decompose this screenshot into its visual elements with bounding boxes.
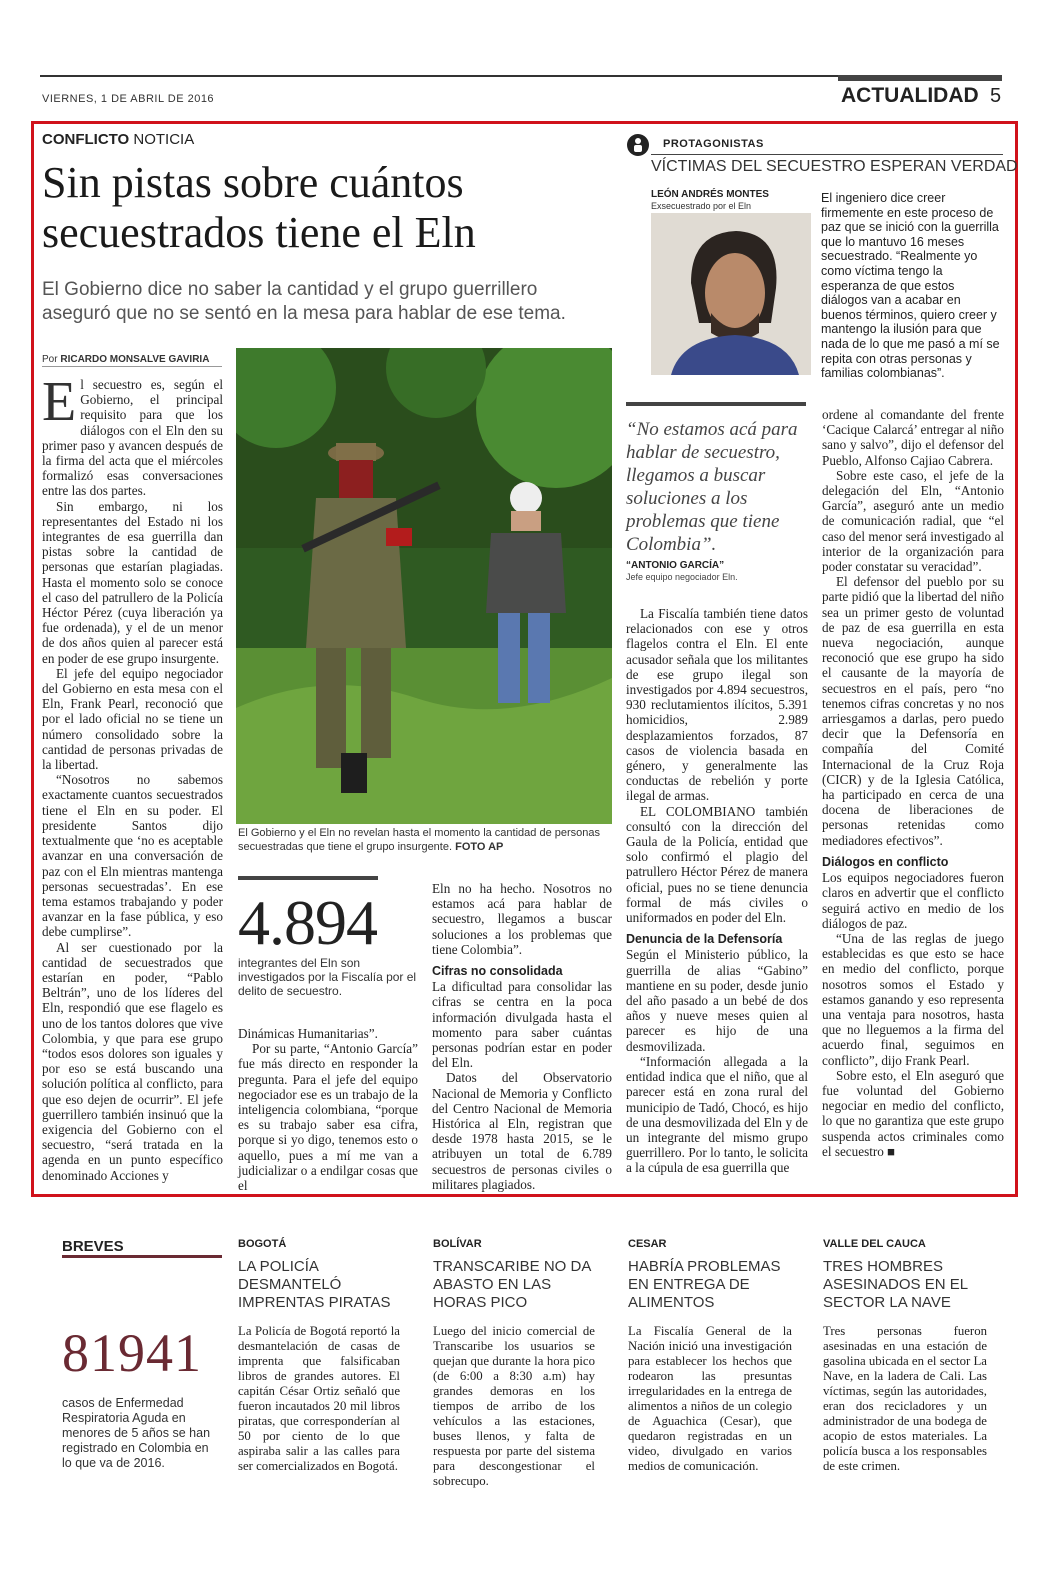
brief-item: [823, 1238, 987, 1474]
article-column-5: [822, 407, 1004, 1159]
brief-region: CESAR: [628, 1238, 667, 1250]
col2-paragraph: Por su parte, “Antonio García” fue más directo en responder la pregunta. Para el jefe del equipo negociador ese es un trabajo de la inteligencia colombiana, “porque es su trabajo saber esa cifra, porque si yo digo, tenemos esto o aquello, pues a mí me van a judicializar o a endilgar cosas que el: [238, 1041, 418, 1194]
jungle-scene-illustration: [236, 348, 612, 824]
quote-rule: [626, 402, 806, 406]
col5-paragraph: “Una de las reglas de juego establecidas es que esto se hace en medio del conflicto, porque nosotros somos el Estado y estamos ganando y eso representa una ventaja para nosotros, hasta que no lleguemos a la firma del acuerdo final, seguimos en conflicto”, dijo Frank Pearl.: [822, 930, 1004, 1068]
col2-paragraph: Dinámicas Humanitarias”.: [238, 1026, 378, 1041]
dropcap: E: [42, 371, 77, 433]
brief-text: Tres personas fueron asesinadas en una estación de gasolina ubicada en el sector La Nave, en la ladera de Cali. Las víctimas, según las autoridades, eran dos recicladores y un administrador de una bodega de acopio de estos materiales. La policía busca a los responsables de este crimen.: [823, 1324, 987, 1473]
breves-rule: [62, 1255, 222, 1258]
article-column-4: [626, 606, 808, 1176]
section-bar: [838, 75, 1002, 81]
stat-text: integrantes del Eln son investigados por la Fiscalía por el delito de secuestro.: [238, 956, 417, 998]
brief-title: TRES HOMBRES ASESINADOS EN EL SECTOR LA NAVE: [823, 1258, 968, 1311]
article-headline: Sin pistas sobre cuántos secuestrados tiene el Eln: [42, 158, 476, 257]
byline-name: RICARDO MONSALVE GAVIRIA: [60, 354, 210, 365]
byline-rule: [42, 366, 222, 367]
col1-paragraph: Sin embargo, ni los representantes del Estado ni los integrantes de esa guerrilla dan pistas sobre la cantidad de personas que estarían plagiadas. Hasta el momento solo se conoce el caso del patrullero de la Policía Héctor Pérez (cuya liberación ya fue ordenada), y el de un menor de dos años quien al parecer está en poder de ese grupo insurgente.: [42, 498, 223, 666]
brief-region: BOGOTÁ: [238, 1238, 287, 1250]
article-byline: [42, 354, 209, 365]
col4-paragraph: “Información allegada a la entidad indica que el niño, que al parecer está en zona rural del municipio de Tadó, Chocó, es hijo de una desmovilizada del Eln y de un integrante del mismo grupo guerrillero. Por lo tanto, le solicita a la cúpula de esa guerrilla que: [626, 1053, 808, 1176]
brief-region: VALLE DEL CAUCA: [823, 1238, 926, 1250]
portrait-illustration: [651, 213, 811, 375]
brief-title: TRANSCARIBE NO DA ABASTO EN LAS HORAS PICO: [433, 1258, 591, 1311]
col3-paragraph: Datos del Observatorio Nacional de Memoria y Conflicto del Centro Nacional de Memoria Histórica al Eln, registran que desde 1978 hasta 2015, se le atribuyen un total de 6.789 secuestros de personas civiles o militares plagiados.: [432, 1070, 612, 1192]
brief-item: [628, 1238, 792, 1474]
section-name: ACTUALIDAD: [841, 84, 979, 107]
quote-role: Jefe equipo negociador Eln.: [626, 572, 738, 582]
brief-title: HABRÍA PROBLEMAS EN ENTREGA DE ALIMENTOS: [628, 1258, 781, 1311]
col5-paragraph: Sobre esto, el Eln aseguró que fue voluntad del Gobierno negociar en medio del conflicto, lo que no garantiza que este grupo suspenda actos criminales como el secuestro ■: [822, 1067, 1004, 1159]
quote-author: “ANTONIO GARCÍA”: [626, 560, 725, 571]
breves-number: 81941: [62, 1323, 202, 1383]
byline-prefix: Por: [42, 354, 58, 365]
article-deck: El Gobierno dice no saber la cantidad y el grupo guerrillero aseguró que no se sentó en la mesa para hablar de ese tema.: [42, 279, 566, 324]
protagonist-photo: [651, 213, 811, 375]
brief-title: LA POLICÍA DESMANTELÓ IMPRENTAS PIRATAS: [238, 1258, 391, 1311]
brief-item: [238, 1238, 400, 1474]
col3-paragraph: La dificultad para consolidar las cifras se centra en la poca información divulgada hasta el momento para saber cuántas personas podrían estar en poder del Eln.: [432, 979, 612, 1071]
col1-paragraph: Al ser cuestionado por la cantidad de secuestrados que estarían en poder, “Pablo Beltrán”, uno de los líderes del Eln, respondió que ese flagelo es uno de los tantos dolores que vive Colombia, y que para ese grupo “todos esos dolores son iguales y por eso se está buscando una solución política al conflicto, para que eso dejen de ocurrir”. El jefe guerrillero también insinuó que la exigencia del Gobierno con el secuestro, “será tratada en la agenda en un punto específico denominado Acciones y: [42, 939, 223, 1183]
person-icon: [627, 134, 649, 156]
protagonist-role: Exsecuestrado por el Eln: [651, 201, 752, 211]
kicker-bold: CONFLICTO: [42, 131, 130, 148]
protagonist-name: LEÓN ANDRÉS MONTES: [651, 189, 769, 200]
main-photo: [236, 348, 612, 824]
col4-paragraph: La Fiscalía también tiene datos relacionados con ese y otros flagelos contra el Eln. El ente acusador señala que los militantes de ese grupo ilegal son investigados por 4.894 secuestros, 930 reclutamientos ilícitos, 5.391 homicidios, 2.989 desplazamientos forzados, 87 casos de violencia basada en género, y generalmente las conductas de rebelión y porte ilegal de armas.: [626, 606, 808, 804]
photo-credit: FOTO AP: [455, 841, 504, 853]
col5-paragraph: El defensor del pueblo por su parte pidió que la libertad del niño sea un primer gesto de voluntad de paz de esa guerrilla en esta nueva negociación, aunque reconoció que ese grupo ha sido el causante de la mayoría de secuestros en el país, pero “no tenemos cifras concretas y no nos arriesgamos a darlas, pero puedo decir que la Defensoría en compañía del Comité Internacional de la Cruz Roja (CICR) y de la Iglesia Católica, ha participado en cerca de una docena de liberaciones de personas retenidas como mediadores efectivos”.: [822, 574, 1004, 848]
brief-text: Luego del inicio comercial de Transcaribe los usuarios se quejan que durante la hora pico (de 6:00 a 8:30 a.m) hay grandes demoras en los tiempos de arribo de los vehículos a las estaciones, buses llenos, y falta de respuesta por parte del sistema para descongestionar el sobrecupo.: [433, 1324, 595, 1488]
col5-subhead: Diálogos en conflicto: [822, 854, 949, 869]
article-column-3: [432, 881, 612, 1192]
page-number: 5: [990, 85, 1002, 107]
pull-quote: “No estamos acá para hablar de secuestro, llegamos a buscar soluciones a los problemas que tiene Colombia”.: [626, 419, 798, 555]
col5-paragraph: ordene al comandante del frente ‘Cacique Calarcá’ entregar al niño sano y salvo”, dijo el defensor del Pueblo, Alfonso Cajiao Cabrera.: [822, 407, 1004, 468]
sidebar-title: VÍCTIMAS DEL SECUESTRO ESPERAN VERDAD: [651, 158, 1018, 175]
stat-number: 4.894: [238, 887, 377, 958]
brief-item: [433, 1238, 595, 1489]
brief-text: La Fiscalía General de la Nación inició una investigación para establecer los hechos que rodearon las presuntas irregularidades en la entrega de alimentos a niños de un colegio de Aguachica (Cesar), que quedaron registradas en un video, divulgado en varios medios de comunicación.: [628, 1324, 792, 1473]
article-column-2: [238, 1026, 418, 1193]
article-column-1: [42, 371, 223, 1183]
brief-text: La Policía de Bogotá reportó la desmantelación de casas de imprenta que falsificaban libros de grandes autores. El capitán César Ortiz señaló que fueron incautados 20 mil libros piratas, que corresponderían al 50 por ciento de lo que aspiraba salir a las calles para ser comercializados en Bogotá.: [238, 1324, 400, 1473]
col5-paragraph: Los equipos negociadores fueron claros en advertir que el conflicto seguirá activo en medio de los diálogos de paz.: [822, 870, 1004, 931]
col3-subhead: Cifras no consolidada: [432, 964, 563, 979]
col1-paragraph: El jefe del equipo negociador del Gobierno en esta mesa con el Eln, Frank Pearl, reconoció que por el lado oficial no se tiene un número consolidado sobre la cantidad de personas privadas de la libertad.: [42, 665, 223, 773]
col4-subhead: Denuncia de la Defensoría: [626, 932, 783, 947]
col4-paragraph: EL COLOMBIANO también consultó con la dirección del Gaula de la Policía, entidad que solo confirmó el plagio del patrullero Héctor Pérez de manera oficial, pues no se tiene denuncia formal de más civiles o uniformados en poder del Eln.: [626, 803, 808, 926]
sidebar-label: PROTAGONISTAS: [663, 138, 764, 150]
caption-text: El Gobierno y el Eln no revelan hasta el momento la cantidad de personas secuestradas que tiene el grupo insurgente.: [238, 827, 600, 853]
article-kicker: [42, 131, 194, 148]
col4-paragraph: Según el Ministerio público, la guerrilla de alias “Gabino” mantiene en su poder, desde junio del año pasado a un bebé de dos años y nueve meses quien al parecer es hijo de una desmovilizada.: [626, 947, 808, 1054]
col5-paragraph: Sobre este caso, el jefe de la delegación del Eln, “Antonio García”, aseguró ante un medio de comunicación radial, que “el caso del menor será investigado al interior de la organización para poder constatar su veracidad”.: [822, 467, 1004, 575]
col3-paragraph: Eln no ha hecho. Nosotros no estamos acá para hablar de secuestro, llegamos a buscar soluciones a los problemas que tiene Colombia”.: [432, 881, 612, 957]
col1-paragraph: “Nosotros no sabemos exactamente cuantos secuestrados tiene el Eln en su poder. El presidente Santos dijo textualmente que ‘no es aceptable avanzar en una conversación de paz con el Eln mientras mantenga personas secuestradas’. En ese tema estamos trabajando y poder avanzar en la fase pública, y eso debe cumplirse”.: [42, 772, 223, 940]
sidebar-rule: [651, 154, 1003, 155]
col1-paragraph: l secuestro es, según el Gobierno, el principal requisito para que los diálogos con el Eln den su primer paso y avancen después de la firma del acta que el miércoles formalizó esas conversaciones entre las dos partes.: [42, 377, 223, 499]
breves-note: casos de Enfermedad Respiratoria Aguda en menores de 5 años se han registrado en Colombia en lo que va de 2016.: [62, 1396, 211, 1470]
stat-rule: [238, 876, 378, 880]
kicker-rest: NOTICIA: [133, 131, 195, 148]
photo-caption: [238, 826, 610, 854]
issue-date: VIERNES, 1 DE ABRIL DE 2016: [42, 93, 215, 105]
sidebar-text: El ingeniero dice creer firmemente en este proceso de paz que se inició con la guerrilla que lo mantuvo 16 meses secuestrado. “Realmente yo como víctima tengo la esperanza de que estos diálogos van a acabar en buenos términos, quiero creer y mantengo la ilusión para que nada de lo que me pasó a mí se repita con otras personas y familias colombianas”.: [821, 191, 1000, 381]
breves-label: BREVES: [62, 1238, 124, 1255]
brief-region: BOLÍVAR: [433, 1238, 482, 1250]
